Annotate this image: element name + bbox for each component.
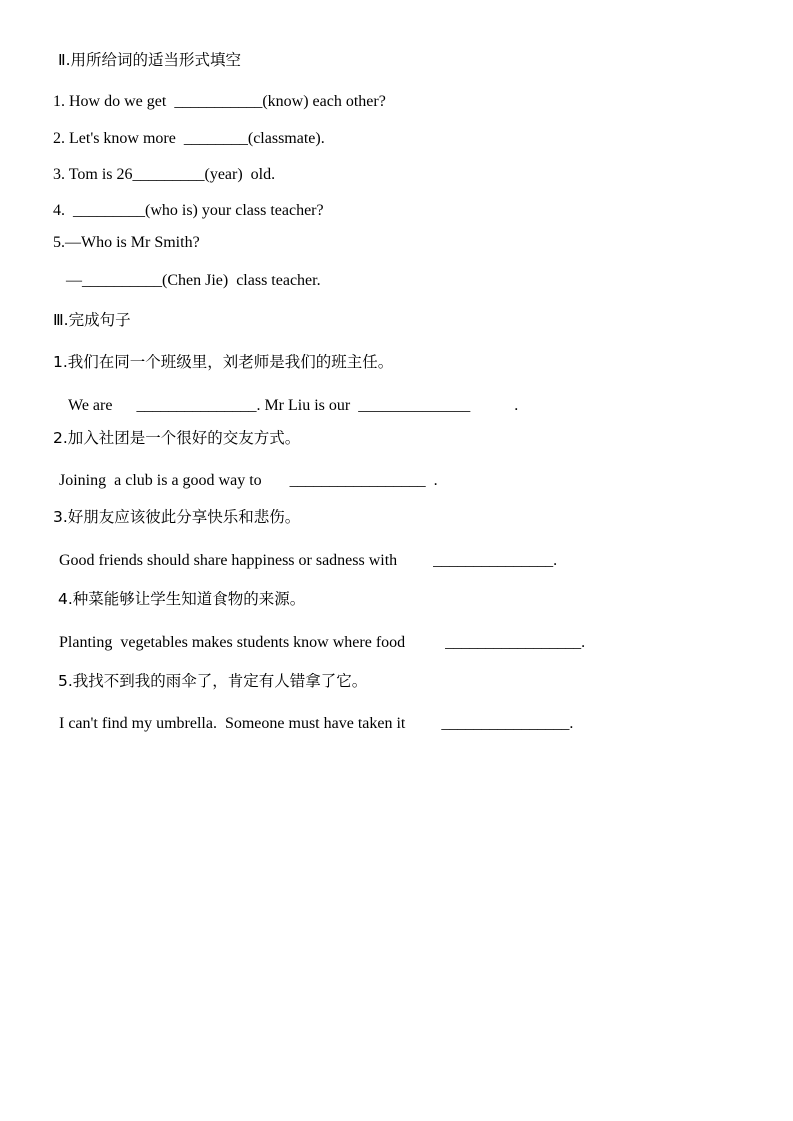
exercise-3-item-4-english: Planting vegetables makes students know where food _________________. [59,634,586,651]
exercise-2-item-5-answer: —__________(Chen Jie) class teacher. [58,272,321,289]
exercise-3-item-4-chinese: 4.种菜能够让学生知道食物的来源。 [58,590,306,608]
exercise-2-item-5-question: 5.—Who is Mr Smith? [53,234,200,251]
section-2-heading: Ⅱ.用所给词的适当形式填空 [58,51,242,69]
exercise-3-item-2-chinese: 2.加入社团是一个很好的交友方式。 [53,429,301,447]
exercise-3-item-2-english: Joining a club is a good way to _________________ . [59,472,438,489]
exercise-3-item-5-english: I can't find my umbrella. Someone must have taken it ________________. [59,715,574,732]
exercise-2-item-1: 1. How do we get ___________(know) each other? [53,93,386,110]
exercise-3-item-5-chinese: 5.我找不到我的雨伞了，肯定有人错拿了它。 [58,672,368,690]
exercise-2-item-4: 4. _________(who is) your class teacher? [53,202,324,219]
exercise-3-item-3-chinese: 3.好朋友应该彼此分享快乐和悲伤。 [53,508,301,526]
exercise-3-item-1-english: We are _______________. Mr Liu is our ______________ . [68,397,519,414]
exercise-2-item-3: 3. Tom is 26_________(year) old. [53,166,276,183]
section-3-heading: Ⅲ.完成句子 [53,311,131,329]
exercise-3-item-3-english: Good friends should share happiness or sadness with _______________. [59,552,558,569]
exercise-2-item-2: 2. Let's know more ________(classmate). [53,130,325,147]
exercise-3-item-1-chinese: 1.我们在同一个班级里，刘老师是我们的班主任。 [53,353,394,371]
